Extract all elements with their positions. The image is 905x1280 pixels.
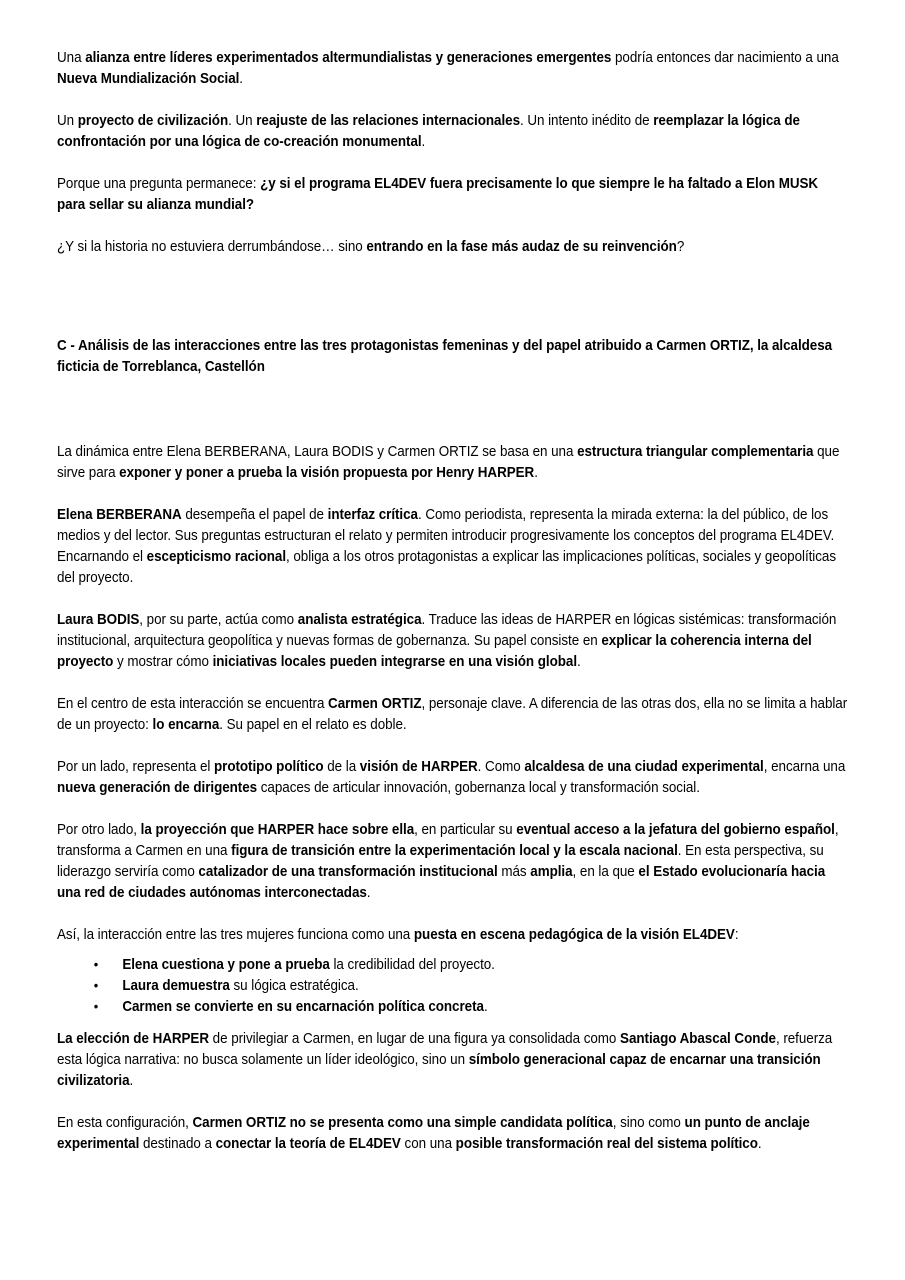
bold-run: reajuste de las relaciones internacionales <box>256 113 520 129</box>
text-run: . <box>239 71 243 87</box>
text-run: , personaje clave. A diferencia de las otras dos, ella no se limita a hablar de un proyecto: <box>57 696 848 733</box>
text-run: Porque una pregunta permanece: <box>57 176 261 192</box>
text-run: . En esta perspectiva, su liderazgo serviría como <box>57 843 824 880</box>
paragraph <box>57 48 847 90</box>
bold-run: la proyección que HARPER hace sobre ella <box>140 822 415 838</box>
paragraph <box>57 610 847 673</box>
text-run: Por un lado, representa el <box>57 759 214 775</box>
bold-run: Santiago Abascal Conde <box>620 1031 776 1047</box>
bold-run: conectar la teoría de EL4DEV <box>215 1136 401 1152</box>
bold-run: exponer y poner a prueba la visión propuesta por Henry HARPER <box>119 465 535 481</box>
text-run: Así, la interacción entre las tres mujeres funciona como una <box>57 927 414 943</box>
text-run: Un <box>57 113 78 129</box>
bold-run: catalizador de una transformación institucional <box>198 864 498 880</box>
bold-run: ¿y si el programa EL4DEV fuera precisamente lo que siempre le ha faltado a Elon MUSK para sellar su alianza mundial? <box>57 176 819 213</box>
text-run: La dinámica entre Elena BERBERANA, Laura BODIS y Carmen ORTIZ se basa en una <box>57 444 578 460</box>
text-run: . Un intento inédito de <box>519 113 654 129</box>
bold-run: Elena BERBERANA <box>57 507 182 523</box>
list-item <box>94 955 847 975</box>
text-run: más <box>497 864 531 880</box>
bold-run: nueva generación de dirigentes <box>57 780 258 796</box>
text-run: ¿Y si la historia no estuviera derrumbándose… sino <box>57 239 367 255</box>
text-run: . <box>534 465 538 481</box>
text-run: , en la que <box>572 864 639 880</box>
bold-run: Nueva Mundialización Social <box>57 71 240 87</box>
text-run: . Un <box>228 113 257 129</box>
bold-run: símbolo generacional capaz de encarnar una transición civilizatoria <box>57 1052 821 1089</box>
bold-run: Laura BODIS <box>57 612 140 628</box>
text-run: . <box>757 1136 762 1152</box>
bold-run: posible transformación real del sistema político <box>455 1136 758 1152</box>
text-run: , sino como <box>612 1115 685 1131</box>
text-run: : <box>734 927 739 943</box>
bold-run: lo encarna <box>152 717 220 733</box>
bold-run: estructura triangular complementaria <box>577 444 814 460</box>
paragraph <box>57 925 847 946</box>
bold-run: C - Análisis de las interacciones entre las tres protagonistas femeninas y del papel atribuido a Carmen ORTIZ, la alcaldesa ficticia de Torreblanca, Castellón <box>57 338 833 375</box>
bold-run: explicar la coherencia interna del proyecto <box>57 633 812 670</box>
paragraph <box>57 111 847 153</box>
list-item <box>94 976 847 996</box>
text-run: la credibilidad del proyecto. <box>329 957 495 973</box>
bold-run: proyecto de civilización <box>77 113 229 129</box>
text-run: , encarna una <box>763 759 846 775</box>
bold-run: Elena cuestiona y pone a prueba <box>122 957 330 973</box>
text-run: su lógica estratégica. <box>229 978 359 994</box>
bold-run: figura de transición entre la experimentación local y la escala nacional <box>231 843 678 859</box>
bold-run: alcaldesa de una ciudad experimental <box>524 759 764 775</box>
text-run: En esta configuración, <box>57 1115 193 1131</box>
text-run: destinado a <box>139 1136 216 1152</box>
text-run: . <box>366 885 371 901</box>
paragraph <box>57 757 847 799</box>
bold-run: reemplazar la lógica de confrontación por una lógica de co-creación monumental <box>57 113 800 150</box>
bold-run: iniciativas locales pueden integrarse en una visión global <box>212 654 578 670</box>
bold-run: analista estratégica <box>297 612 422 628</box>
bold-run: entrando en la fase más audaz de su reinvención <box>366 239 677 255</box>
text-run: , obliga a los otros protagonistas a explicar las implicaciones políticas, sociales y geopolíticas del proyecto. <box>57 549 837 586</box>
bold-run: Carmen se convierte en su encarnación política concreta <box>122 999 484 1015</box>
bold-run: amplia <box>530 864 573 880</box>
text-run: con una <box>400 1136 456 1152</box>
text-run: . <box>577 654 581 670</box>
text-run: , en particular su <box>414 822 517 838</box>
document-body <box>57 48 847 1155</box>
paragraph <box>57 1029 847 1092</box>
list-item <box>94 997 847 1017</box>
text-run: y mostrar cómo <box>113 654 213 670</box>
text-run: Una <box>57 50 86 66</box>
text-run: capaces de articular innovación, gobernanza local y transformación social. <box>257 780 700 796</box>
bold-run: escepticismo racional <box>146 549 287 565</box>
text-run: . Su papel en el relato es doble. <box>219 717 407 733</box>
paragraph <box>57 442 847 484</box>
paragraph <box>57 505 847 589</box>
bullet-list <box>57 955 847 1017</box>
text-run: En el centro de esta interacción se encuentra <box>57 696 329 712</box>
text-run: Por otro lado, <box>57 822 141 838</box>
heading-spacer-below <box>57 378 847 442</box>
paragraph <box>57 820 847 904</box>
bold-run: Laura demuestra <box>122 978 230 994</box>
text-run: . Como periodista, representa la mirada externa: la del público, de los medios y del lector. Sus preguntas estructuran el relato y permiten introducir progresivamente los conceptos del programa EL4DEV. Encarnando el <box>57 507 835 565</box>
bold-run: un punto de anclaje experimental <box>57 1115 810 1152</box>
heading-spacer-above <box>57 279 847 336</box>
text-run: . Como <box>477 759 525 775</box>
text-run: , transforma a Carmen en una <box>57 822 839 859</box>
text-run: de privilegiar a Carmen, en lugar de una figura ya consolidada como <box>209 1031 621 1047</box>
paragraph <box>57 1113 847 1155</box>
bold-run: interfaz crítica <box>327 507 418 523</box>
bold-run: el Estado evolucionaría hacia una red de ciudades autónomas interconectadas <box>57 864 826 901</box>
section-heading <box>57 336 847 378</box>
bold-run: visión de HARPER <box>359 759 478 775</box>
bold-run: eventual acceso a la jefatura del gobierno español <box>516 822 835 838</box>
bold-run: Carmen ORTIZ <box>328 696 422 712</box>
text-run: . <box>483 999 488 1015</box>
text-run: desempeña el papel de <box>181 507 328 523</box>
bold-run: La elección de HARPER <box>57 1031 210 1047</box>
text-run: de la <box>323 759 360 775</box>
text-run: que sirve para <box>57 444 840 481</box>
text-run: , refuerza esta lógica narrativa: no busca solamente un líder ideológico, sino un <box>57 1031 833 1068</box>
bold-run: puesta en escena pedagógica de la visión EL4DEV <box>413 927 735 943</box>
bold-run: prototipo político <box>213 759 324 775</box>
text-run: podría entonces dar nacimiento a una <box>611 50 839 66</box>
bold-run: alianza entre líderes experimentados altermundialistas y generaciones emergentes <box>85 50 612 66</box>
paragraph <box>57 174 847 216</box>
text-run: ? <box>676 239 685 255</box>
text-run: . Traduce las ideas de HARPER en lógicas sistémicas: transformación institucional, arquitectura geopolítica y nuevas formas de gobernanza. Su papel consiste en <box>57 612 837 649</box>
paragraph <box>57 694 847 736</box>
paragraph <box>57 237 847 258</box>
text-run: . <box>129 1073 134 1089</box>
text-run: , por su parte, actúa como <box>139 612 298 628</box>
text-run: . <box>421 134 426 150</box>
bold-run: Carmen ORTIZ no se presenta como una simple candidata política <box>192 1115 613 1131</box>
